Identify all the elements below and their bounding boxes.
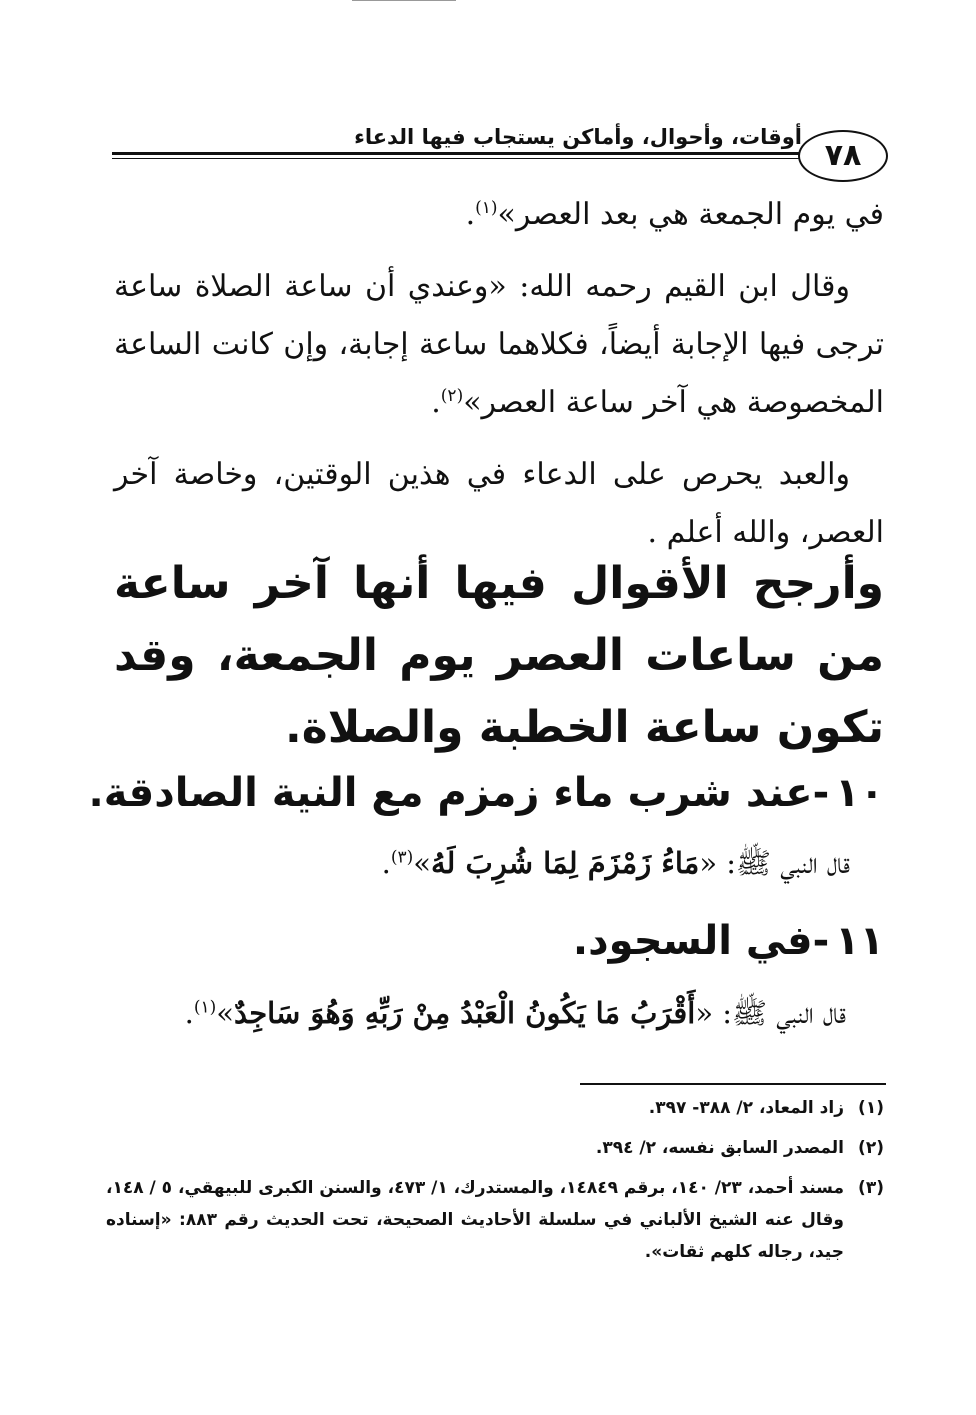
- quote-end: .: [184, 996, 194, 1030]
- paragraph-3: [114, 446, 884, 562]
- paragraph-1-end: .: [465, 197, 476, 232]
- footnote-marker: (١): [858, 1098, 884, 1118]
- body-text: [114, 186, 884, 576]
- section-number: ١٠: [835, 770, 884, 816]
- paragraph-2-end: .: [431, 385, 441, 420]
- page-number: ٧٨: [798, 130, 888, 182]
- quote-text: مَاءُ زَمْزَمَ لِمَا شُرِبَ لَهُ: [431, 846, 700, 880]
- footnote-text: مسند أحمد، ٢٣/ ١٤٠، برقم ١٤٨٤٩، والمستدرك، ١/ ٤٧٣، والسنن الكبرى للبيهقي، ٥ / ١٤٨، وقال عنه الشيخ الألباني في سلسلة الأحاديث الصحيحة، تحت الحديث رقم ٨٨٣: «إسناده جيد، رجاله كلهم ثقات».: [106, 1178, 844, 1262]
- section-number: ١١: [835, 918, 884, 964]
- paragraph-1: [114, 186, 884, 244]
- footnotes: [106, 1092, 884, 1276]
- header-rule-thin: [112, 158, 812, 159]
- hadith-quote-11: [185, 996, 846, 1038]
- section-heading-10: [88, 770, 884, 816]
- quote-intro: قال النبي ﷺ: «: [695, 996, 846, 1030]
- footnote-separator: [580, 1083, 886, 1085]
- quote-close: »: [216, 996, 235, 1030]
- section-title: -في السجود.: [572, 918, 830, 964]
- header-rule: [112, 152, 812, 155]
- section-heading-11: [184, 918, 884, 964]
- quote-end: .: [381, 846, 391, 880]
- paragraph-3-text: والعبد يحرص على الدعاء في هذين الوقتين، وخاصة آخر العصر، والله أعلم .: [114, 457, 884, 550]
- footnote-marker: (٣): [858, 1178, 884, 1198]
- footnote-ref: (٢): [440, 386, 464, 406]
- quote-close: »: [413, 846, 431, 880]
- running-header: أوقات، وأحوال، وأماكن يستجاب فيها الدعاء: [354, 125, 802, 149]
- paragraph-1-text: في يوم الجمعة هي بعد العصر»: [497, 197, 884, 232]
- footnote-marker: (٢): [858, 1138, 884, 1158]
- paragraph-2-text: وقال ابن القيم رحمه الله: «وعندي أن ساعة الصلاة ساعة ترجى فيها الإجابة أيضاً، فكلاهما ساعة إجابة، وإن كانت الساعة المخصوصة هي آخر ساعة العصر»: [114, 269, 884, 420]
- footnote-ref: (٣): [390, 847, 414, 868]
- section-title: -عند شرب ماء زمزم مع النية الصادقة.: [88, 770, 830, 816]
- footnote-3: [106, 1172, 884, 1268]
- quote-text: أَقْرَبُ مَا يَكُونُ الْعَبْدُ مِنْ رَبِّهِ وَهُوَ سَاجِدٌ: [234, 996, 696, 1030]
- footnote-text: زاد المعاد، ٢/ ٣٨٨- ٣٩٧.: [648, 1098, 844, 1118]
- footnote-2: [106, 1132, 884, 1164]
- highlight-paragraph: وأرجح الأقوال فيها أنها آخر ساعة من ساعات العصر يوم الجمعة، وقد تكون ساعة الخطبة والصلاة.: [114, 558, 884, 753]
- paragraph-2: [114, 258, 884, 432]
- footnote-text: المصدر السابق نفسه، ٢/ ٣٩٤.: [595, 1138, 844, 1158]
- footnote-ref: (١): [475, 198, 498, 218]
- hadith-quote-10: [382, 846, 850, 888]
- top-edge-rule: [352, 0, 456, 1]
- quote-intro: قال النبي ﷺ: «: [699, 846, 850, 880]
- footnote-1: [106, 1092, 884, 1124]
- footnote-ref: (١): [193, 997, 217, 1018]
